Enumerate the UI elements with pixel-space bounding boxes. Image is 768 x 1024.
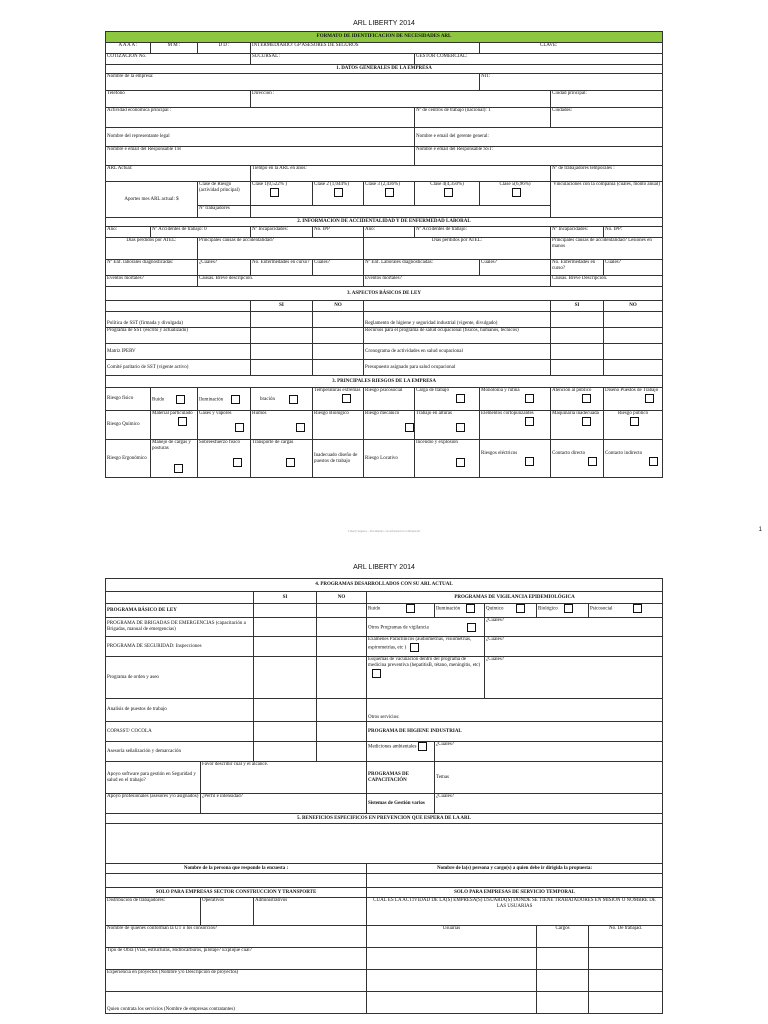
ley-item: Reglamento de higiene y seguridad industrial (vigente, divulgado): [364, 312, 551, 328]
form-heading: FORMATO DE IDENTIFICACION DE NECESIDADES ARL: [106, 32, 663, 43]
no-cell[interactable]: [317, 657, 367, 699]
consorcios-field[interactable]: Nombre de quienes conforman la UT o los consorcios?: [106, 926, 367, 948]
si-cell[interactable]: [254, 742, 317, 762]
temporales-field[interactable]: Nº de trabajadores temporales :: [551, 166, 663, 182]
risk-electricos[interactable]: Riesgos eléctricos: [480, 440, 551, 478]
no-cell[interactable]: [317, 618, 367, 637]
vacunacion-cuales[interactable]: ¿Cuáles?: [485, 657, 663, 699]
mediciones[interactable]: Mediciones ambientales: [367, 742, 435, 762]
risk-checkbox[interactable]: [582, 417, 591, 426]
eventos2-field[interactable]: Eventos mortales?: [364, 276, 551, 287]
arl-actual-field[interactable]: ARL Actual:: [106, 166, 251, 182]
experiencia-field[interactable]: Experiencia en proyectos (Nombre y/o Descripción de proyectos): [106, 970, 367, 992]
risk-ruido[interactable]: Ruido: [151, 388, 198, 411]
sistemas-cuales[interactable]: ¿Cuáles?: [435, 794, 663, 814]
resp-th-field[interactable]: Nombre e email del Responsable TH: [106, 147, 415, 166]
si-cell[interactable]: [254, 722, 317, 742]
ipp-field[interactable]: No. IPP: [313, 227, 364, 238]
section-3-title: 3. ASPECTOS BÁSICOS DE LEY: [106, 287, 663, 301]
sistemas-title: Sistemas de Gestión varios: [367, 794, 435, 814]
enf-field[interactable]: Nº Enf. laborales diagnosticadas:: [106, 260, 198, 276]
cargos-cell[interactable]: [537, 992, 589, 1014]
ley-si-cell[interactable]: [251, 328, 313, 344]
paraclinicos-cuales[interactable]: ¿Cuáles?: [485, 637, 663, 657]
section-3b-title: 3. PRINCIPALES RIESGOS DE LA EMPRESA: [106, 376, 663, 388]
vinculaciones-field[interactable]: Vinculaciones con la compañía (cuáles, monto anual): [551, 182, 663, 218]
riesgo-psicosocial-label: Riesgo psicosocial: [364, 388, 415, 411]
risk-alturas[interactable]: Trabajo en alturas: [415, 411, 480, 440]
sucursal-field[interactable]: SUCURSAL :: [251, 54, 415, 65]
year-field[interactable]: A A A A :: [106, 43, 151, 54]
risk-checkbox[interactable]: [525, 394, 534, 403]
risk-diseno-puestos[interactable]: Inadecuado diseño de puestos de trabajo: [313, 440, 364, 478]
risk-contacto-directo[interactable]: Contacto directo: [551, 440, 604, 478]
incapacidades2-field[interactable]: Nº Incapacidades:: [551, 227, 604, 238]
risk-checkbox[interactable]: [233, 458, 242, 467]
clase5-checkbox[interactable]: [512, 188, 521, 197]
risk-checkbox[interactable]: [456, 458, 465, 467]
dirigida-field[interactable]: [367, 874, 663, 888]
ley-si-cell[interactable]: [251, 312, 313, 328]
software-favor-field[interactable]: Favor describir cual y el alcance.: [201, 762, 367, 794]
risk-carga[interactable]: Carga de trabajo: [415, 388, 480, 411]
enf2-field[interactable]: Nº Enf. Laborales diagnosticadas:: [364, 260, 480, 276]
risk-mecanico[interactable]: Riesgo mecánico: [364, 411, 415, 440]
risk-iluminacion[interactable]: Iluminación: [198, 388, 251, 411]
clase2-option[interactable]: Clase 2 (1,044%): [313, 182, 364, 206]
distribucion-label: Distribución de trabajadores:: [106, 898, 201, 926]
section-2-title: 2. INFORMACION DE ACCIDENTALIDAD Y DE ENFERMEDAD LABORAL: [106, 218, 663, 227]
usuarias-cell[interactable]: [367, 992, 537, 1014]
dias2-field[interactable]: Días perdidos por ATEL:: [364, 238, 551, 260]
mediciones-cuales[interactable]: ¿Cuáles?: [435, 742, 663, 762]
dias-field[interactable]: Días perdidos por ATEL:: [106, 238, 198, 260]
ley-si-cell[interactable]: [551, 344, 604, 360]
perfil-field[interactable]: ¿Perfil e intensidad?: [201, 794, 367, 814]
form-page-1: [105, 31, 662, 478]
risk-sobreesfuerzo[interactable]: Sobreesfuerzo físico: [198, 440, 251, 478]
risk-publico[interactable]: Riesgo público: [604, 411, 663, 440]
pve-quimico[interactable]: Químico: [485, 604, 537, 618]
no-cell[interactable]: [317, 604, 367, 618]
ipp2-field[interactable]: No. IPP:: [604, 227, 663, 238]
tipo-obra-field[interactable]: Tipo de Obra (Vías, estructuras, Hidrocarburos, pilotaje? Explique cual?: [106, 948, 367, 970]
capacitacion-title: PROGRAMAS DE CAPACITACIÓN: [367, 762, 435, 794]
header-table: [105, 31, 663, 478]
enf-curso2-cuales-field[interactable]: Cuáles?: [604, 260, 663, 276]
no-trabajadores-header: No. De trabajad.: [589, 926, 663, 948]
enf-curso2-field[interactable]: No. Enfermedades en curso?: [551, 260, 604, 276]
ciudad-field[interactable]: Ciudad principal:: [551, 91, 663, 108]
software-label: Apoyo software para gestión en Seguridad y salud en el trabajo?: [106, 762, 201, 794]
pve-checkbox[interactable]: [410, 643, 419, 652]
ley-si-cell[interactable]: [251, 344, 313, 360]
si-cell[interactable]: [254, 657, 317, 699]
operativos-field[interactable]: Operativos: [201, 898, 254, 926]
ley-si-cell[interactable]: [251, 360, 313, 376]
ano-field[interactable]: Año:: [106, 227, 151, 238]
enf-curso-cuales-field[interactable]: Cuáles?: [313, 260, 364, 276]
causas-desc-field[interactable]: Causas. Breve descripción.: [198, 276, 364, 287]
no-cell[interactable]: [317, 722, 367, 742]
beneficios-field[interactable]: [106, 824, 663, 864]
gestor-field[interactable]: GESTOR COMERCIAL:: [415, 54, 663, 65]
ley-item: Recursos para el programa de salud ocupacional (físicos, humanos, técnicos): [364, 328, 551, 344]
risk-checkbox[interactable]: [289, 395, 298, 404]
senalizacion-label: Asesoría señalización y demarcación: [106, 742, 254, 762]
riesgo-biologico-label: Riesgo Biológico: [313, 411, 364, 440]
nit-field[interactable]: NIT:: [480, 74, 663, 91]
dirigida-label: Nombre de la(s) persona y cargo(s) a quien debe ir dirigida la propuesta:: [367, 864, 663, 874]
ley-no-cell[interactable]: [604, 328, 663, 344]
no-cell[interactable]: [317, 699, 367, 722]
seguridad-label: PROGRAMA DE SEGURIDAD: Inspecciones: [106, 637, 254, 657]
ley-no-cell[interactable]: [604, 344, 663, 360]
intermediario-field[interactable]: INTERMEDIARIO: GP ASESORES DE SEGUROS: [251, 43, 480, 54]
ley-no-cell[interactable]: [313, 344, 364, 360]
cotizacion-field[interactable]: COTIZACION No.: [106, 54, 251, 65]
risk-manejo[interactable]: Manejo de cargas y posturas: [151, 440, 198, 478]
risk-checkbox[interactable]: [286, 458, 295, 467]
no-header: NO: [313, 301, 364, 312]
enf2-cuales-field[interactable]: Cuáles?: [480, 260, 551, 276]
clase1-option[interactable]: Clase 1(0,522% ): [251, 182, 313, 206]
usuarias-cell[interactable]: [367, 948, 537, 970]
risk-checkbox[interactable]: [525, 457, 534, 466]
no-header-right: NO: [604, 301, 663, 312]
usuarias-cell[interactable]: [367, 970, 537, 992]
risk-checkbox[interactable]: [456, 394, 465, 403]
page-title: ARL LIBERTY 2014: [353, 20, 415, 27]
usuarias-header: Usuarias: [367, 926, 537, 948]
section-5-title: 5. BENEFICIOS ESPECIFICOS EN PREVENCION QUE ESPERA DE LA ARL: [106, 814, 663, 824]
pve-title: PROGRAMAS DE VIGILANCIA EPIDEMIOLÓGICA: [367, 592, 663, 604]
pve-biologico[interactable]: Biológico: [537, 604, 589, 618]
pve-psicosocial[interactable]: Psicosocial: [589, 604, 663, 618]
risk-gases[interactable]: Gases y vapores: [198, 411, 251, 440]
responde-label: Nombre de la persona que responde la encuesta :: [106, 864, 367, 874]
risk-checkbox[interactable]: [525, 417, 534, 426]
page-number: 1: [758, 527, 762, 533]
risk-checkbox[interactable]: [176, 395, 185, 404]
risk-checkbox[interactable]: [405, 423, 414, 432]
no-trab-cell[interactable]: [589, 992, 663, 1014]
contrata-field[interactable]: Quien contrata los servicios (Nombre de empresas contratantes): [106, 992, 367, 1014]
clave-field[interactable]: CLAVE:: [480, 43, 663, 54]
vacunacion[interactable]: Esquemas de vacunación dentro del programa de medicina preventiva (hepatitisB, tétano, meningitis, etc): [367, 657, 485, 699]
rep-legal-field[interactable]: Nombre del representante legal: [106, 128, 415, 147]
section-1-title: 1. DATOS GENERALES DE LA EMPRESA: [106, 65, 663, 74]
si-cell[interactable]: [254, 618, 317, 637]
risk-checkbox[interactable]: [296, 423, 305, 432]
risk-checkbox[interactable]: [645, 394, 654, 403]
clase4-option[interactable]: Clase 4(4,350%): [415, 182, 480, 206]
orden-aseo-label: Programa de orden y aseo: [106, 657, 254, 699]
ley-item: Comité paritario de SST (vigente activo): [106, 360, 251, 376]
causas-field[interactable]: Principales causas de accidentalidad?: [198, 238, 364, 260]
gerente-field[interactable]: Nombre e email del gerente general:: [415, 128, 663, 147]
risk-incendio[interactable]: Incendio y explosión: [415, 440, 480, 478]
no-cell[interactable]: [317, 637, 367, 657]
riesgo-quimico-label: Riesgo Químico: [106, 411, 151, 440]
copasst-label: COPASST/ COCOLA: [106, 722, 254, 742]
section-4-title: 4. PROGRAMAS DESARROLLADOS CON SU ARL ACTUAL: [106, 579, 663, 592]
pve-iluminacion[interactable]: Iluminación: [435, 604, 485, 618]
risk-checkbox[interactable]: [231, 395, 240, 404]
cargos-cell[interactable]: [537, 948, 589, 970]
risk-checkbox[interactable]: [649, 457, 658, 466]
risk-checkbox[interactable]: [174, 464, 183, 473]
no-trab-cell[interactable]: [589, 970, 663, 992]
risk-atencion[interactable]: Atención al público: [551, 388, 604, 411]
month-field[interactable]: M M :: [151, 43, 198, 54]
direccion-field[interactable]: Dirección :: [251, 91, 551, 108]
otros-vigilancia[interactable]: Otros Programas de vigilancia: [367, 618, 485, 637]
pve-checkbox[interactable]: [372, 669, 381, 678]
clase4-checkbox[interactable]: [444, 188, 453, 197]
paraclinicos[interactable]: Examenes Paraclínicos (audiometrías, visiometrías, espirometrías, etc ): [367, 637, 485, 657]
tiempo-arl-field[interactable]: Tiempo en la ARL en años:: [251, 166, 551, 182]
profesionales-label: Apoyo profesionales (asesores y/o asignados): [106, 794, 201, 814]
programs-table: [105, 578, 663, 1014]
pve-checkbox[interactable]: [633, 604, 642, 613]
ley-no-cell[interactable]: [604, 360, 663, 376]
ley-no-cell[interactable]: [313, 328, 364, 344]
responde-field[interactable]: [106, 874, 367, 888]
pve-checkbox[interactable]: [466, 604, 475, 613]
si-header-4: SI: [254, 592, 317, 604]
accidentes-field[interactable]: Nº Accidentes de trabajo: 0: [151, 227, 251, 238]
pve-checkbox[interactable]: [467, 623, 476, 632]
otros-servicios-field[interactable]: Otros servicios:: [367, 699, 663, 722]
ley-no-cell[interactable]: [313, 312, 364, 328]
risk-checkbox[interactable]: [342, 394, 351, 403]
ley-no-cell[interactable]: [313, 360, 364, 376]
telefono-field[interactable]: Teléfono: [106, 91, 251, 108]
pve-checkbox[interactable]: [516, 604, 525, 613]
riesgo-ergonomico-label: Riesgo Ergonómico: [106, 440, 151, 478]
si-header: SI: [251, 301, 313, 312]
day-field[interactable]: D D :: [198, 43, 251, 54]
clase3-option[interactable]: Clase 3 (2,436%): [364, 182, 415, 206]
resp-sst-field[interactable]: Nombre e email del Responsable SST:: [415, 147, 663, 166]
eventos-field[interactable]: Eventos mortales?: [106, 276, 198, 287]
pve-checkbox[interactable]: [564, 604, 573, 613]
risk-checkbox[interactable]: [588, 457, 597, 466]
risk-diseno[interactable]: Diseño Puestos de Trabajo: [604, 388, 663, 411]
centros-field[interactable]: Nº de centros de trabajo (nacional): 1: [415, 108, 551, 128]
ley-item: Presupuesto asignado para salud ocupacional: [364, 360, 551, 376]
ley-si-cell[interactable]: [551, 312, 604, 328]
brigadas-label: PROGRAMA DE BRIGADAS DE EMERGENCIAS (capacitación a Brigadas, manual de emergencias): [106, 618, 254, 637]
aportes-field[interactable]: Aportes mes ARL actual: $: [106, 182, 198, 218]
risk-temperaturas[interactable]: Temperaturas extremas: [313, 388, 364, 411]
nombre-empresa-field[interactable]: Nombre de la empresa:: [106, 74, 480, 91]
cargos-header: Cargos: [537, 926, 589, 948]
no-header-4: NO: [317, 592, 367, 604]
ley-item: Matriz IPERV: [106, 344, 251, 360]
risk-checkbox[interactable]: [582, 394, 591, 403]
no-trab-cell[interactable]: [589, 948, 663, 970]
page-footer: Liberty Seguros - Documento con información confidencial: [348, 529, 420, 533]
temporal-title: SOLO PARA EMPRESAS DE SERVICIO TEMPORAL: [367, 888, 663, 898]
risk-checkbox[interactable]: [235, 423, 244, 432]
pve-checkbox[interactable]: [418, 742, 427, 751]
risk-material[interactable]: Material particulado: [151, 411, 198, 440]
si-header-right: SI: [551, 301, 604, 312]
risk-checkbox[interactable]: [178, 417, 187, 426]
risk-checkbox[interactable]: [630, 417, 639, 426]
risk-humos[interactable]: Humos: [251, 411, 313, 440]
programa-basico-label: PROGRAMA BÁSICO DE LEY: [106, 604, 254, 618]
administrativos-field[interactable]: Administrativos: [254, 898, 367, 926]
clase5-option[interactable]: Clase 5(6,96%): [480, 182, 551, 206]
otros-vigilancia-cuales[interactable]: ¿Cuáles?: [485, 618, 663, 637]
risk-vibracion[interactable]: bración: [251, 388, 313, 411]
risk-cortopunzantes[interactable]: Elementos cortopunzantes: [480, 411, 551, 440]
actividad-field[interactable]: Actividad económica principal :: [106, 108, 415, 128]
riesgo-locativo-label: Riesgo Locativo: [364, 440, 415, 478]
risk-monotonia[interactable]: Monotonía y rutina: [480, 388, 551, 411]
enf-curso-field[interactable]: No. Enfermedades en curso?: [251, 260, 313, 276]
ley-no-cell[interactable]: [604, 312, 663, 328]
clase-riesgo-label: Clase de Riesgo (actividad principal): [198, 182, 251, 206]
riesgo-fisico-label: Riesgo físico: [106, 388, 151, 411]
construccion-title: SOLO PARA EMPRESAS SECTOR CONSTRUCCION Y TRANSPORTE: [106, 888, 367, 898]
incapacidades-field[interactable]: Nº Incapacidades:: [251, 227, 313, 238]
higiene-title: PROGRAMA DE HIGIENE INDUSTRIAL: [367, 722, 663, 742]
pve-ruido[interactable]: Ruido: [367, 604, 435, 618]
clase3-checkbox[interactable]: [385, 188, 394, 197]
ley-item: Programa de SST (escrito y actualizado): [106, 328, 251, 344]
ciudades-field[interactable]: Ciudades:: [551, 108, 663, 128]
page-title-2: ARL LIBERTY 2014: [353, 564, 415, 571]
si-cell[interactable]: [254, 604, 317, 618]
risk-checkbox[interactable]: [456, 423, 465, 432]
ley-si-cell[interactable]: [551, 360, 604, 376]
cargos-cell[interactable]: [537, 970, 589, 992]
form-page-2: [105, 578, 662, 1014]
ley-si-cell[interactable]: [551, 328, 604, 344]
si-cell[interactable]: [254, 699, 317, 722]
causas-desc2-field[interactable]: Causas. Breve Descripción.: [551, 276, 663, 287]
pve-checkbox[interactable]: [406, 604, 415, 613]
clase1-checkbox[interactable]: [270, 188, 279, 197]
ley-item: Cronograma de actividades en salud ocupacional: [364, 344, 551, 360]
temas-field[interactable]: Temas: [435, 762, 663, 794]
accidentes2-field[interactable]: Nº Accidentes de trabajo:: [415, 227, 551, 238]
causas2-field[interactable]: Principales causas de accidentalidad? Lesiones en manos: [551, 238, 663, 260]
enf-cuales-field[interactable]: ¿Cuáles?: [198, 260, 251, 276]
puestos-label: Analisis de puestos de trabajo: [106, 699, 254, 722]
risk-transporte[interactable]: Transporte de cargas: [251, 440, 313, 478]
ano2-field[interactable]: Año:: [364, 227, 415, 238]
n-trabajadores-field[interactable]: Nº trabajadores: [198, 206, 251, 218]
clase2-checkbox[interactable]: [334, 188, 343, 197]
si-cell[interactable]: [254, 637, 317, 657]
ley-item: Política de SST (firmada y divulgada): [106, 312, 251, 328]
risk-contacto-indirecto[interactable]: Contacto indirecto: [604, 440, 663, 478]
actividad-usuarias-label: CUAL ES LA ACTIVIDAD DE LA(S) EMPRESA(S) USUARIA(S) DONDE SE TIENE TRABAJADORES EN MISIÓN O NOMBRE DE LAS USUARIAS: [367, 898, 663, 926]
no-cell[interactable]: [317, 742, 367, 762]
risk-maquinaria[interactable]: Maquinaria inadecuada: [551, 411, 604, 440]
